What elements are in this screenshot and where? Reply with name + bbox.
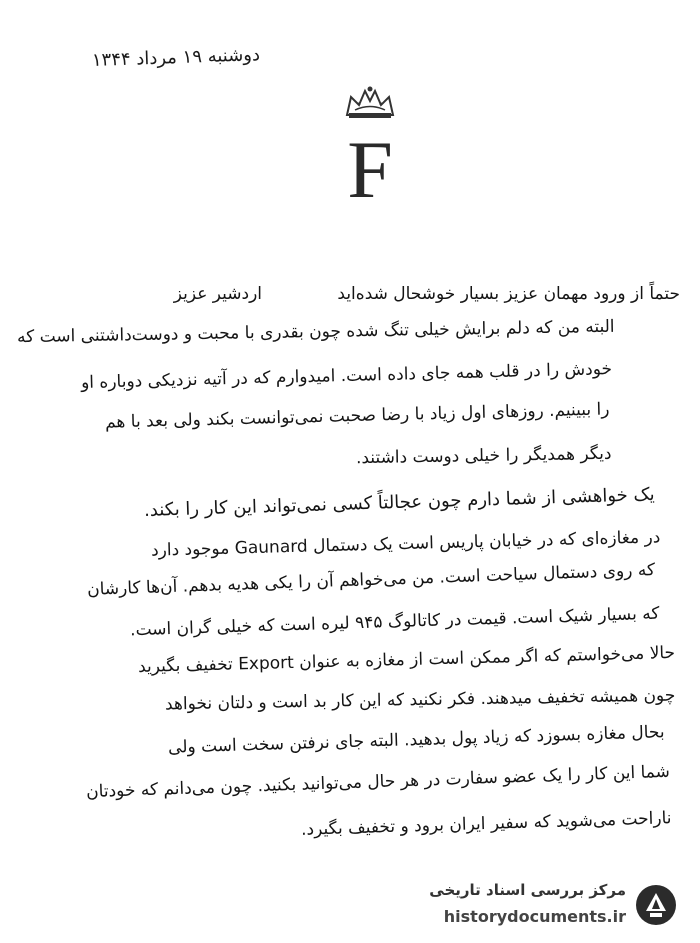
letter-line: چون همیشه تخفیف میدهند. فکر نکنید که این کار بد است و دلتان نخواهد <box>164 685 676 715</box>
letter-line: در مغازه‌ای که در خیابان پاریس است یک دستمال Gaunard موجود دارد <box>150 527 661 561</box>
letter-line: البته من که دلم برایش خیلی تنگ شده چون بقدری با محبت و دوست‌داشتنی است که <box>17 316 616 348</box>
letter-line: که بسیار شیک است. قیمت در کاتالوگ ۹۴۵ لیره است که خیلی گران است. <box>130 603 661 641</box>
letter-line: را ببینیم. روزهای اول زیاد با رضا صحبت نمی‌توانست بکند ولی بعد با هم <box>105 399 611 433</box>
letter-line: خودش را در قلب همه جای داده است. امیدوارم که در آتیه نزدیکی دوباره او <box>80 359 613 393</box>
crown-emblem-icon <box>343 85 397 119</box>
letter-line: حالا می‌خواستم که اگر ممکن است از مغازه به عنوان Export تخفیف بگیرید <box>137 642 676 678</box>
letter-line: بحال مغازه بسوزد که زیاد پول بدهید. البته جای نرفتن سخت است ولی <box>168 722 666 758</box>
monogram: F <box>347 124 393 215</box>
letter-line: ناراحت می‌شوید که سفیر ایران برود و تخفیف بگیرد. <box>301 808 673 840</box>
watermark-title: مرکز بررسی اسناد تاریخی <box>429 881 626 899</box>
date-line: دوشنبه ۱۹ مرداد ۱۳۴۴ <box>91 44 261 72</box>
letter-line: شما این کار را یک عضو سفارت در هر حال می‌توانید بکنید. چون می‌دانم که خودتان <box>85 761 671 803</box>
letter-line: دیگر همدیگر را خیلی دوست داشتند. <box>356 443 613 469</box>
greeting-text: حتماً از ورود مهمان عزیز بسیار خوشحال شده‌اید <box>337 284 680 304</box>
letter-line: که روی دستمال سیاحت است. من می‌خواهم آن را یکی هدیه بدهم. آن‌ها کارشان <box>86 560 656 600</box>
archive-logo-icon <box>634 883 678 927</box>
watermark <box>388 877 688 937</box>
letterhead <box>330 85 410 215</box>
salutation-line <box>80 284 680 304</box>
watermark-url: historydocuments.ir <box>443 907 626 926</box>
letter-line: یک خواهشی از شما دارم چون عجالتاً کسی نمی‌تواند این کار را بکند. <box>144 483 656 522</box>
salutation-text: اردشیر عزیز <box>173 284 262 304</box>
